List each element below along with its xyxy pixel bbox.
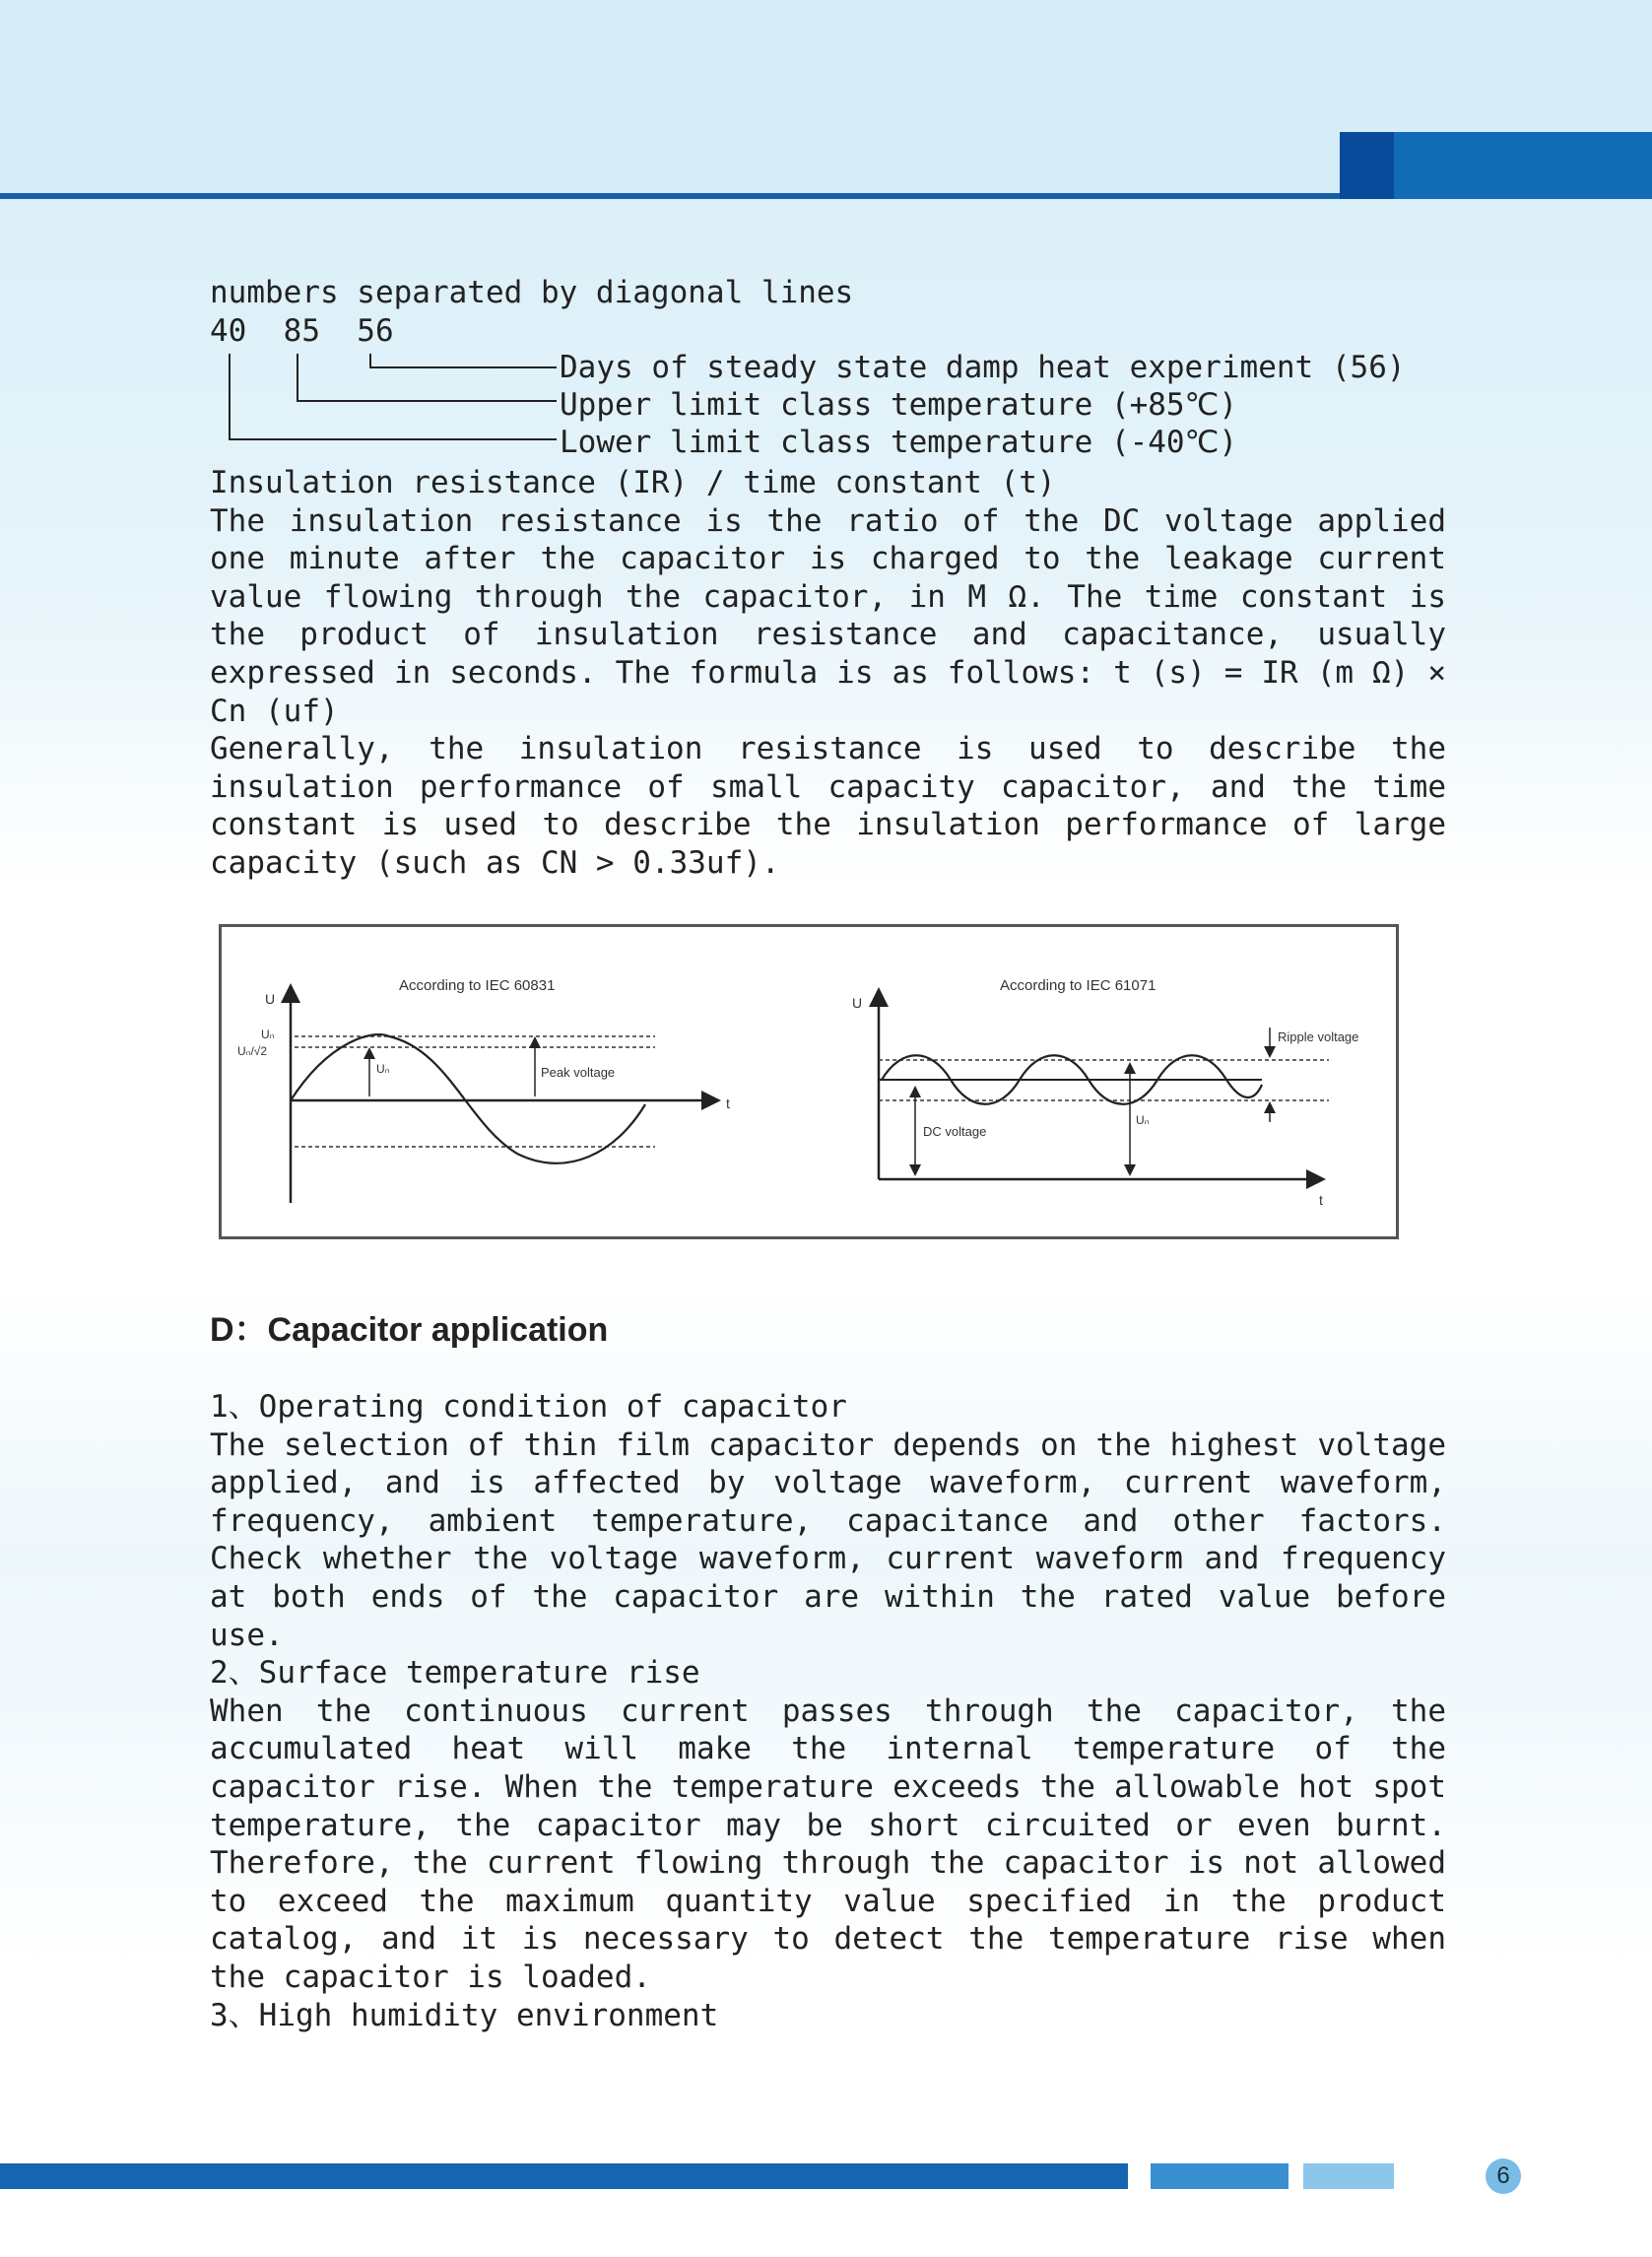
- right-t-label: t: [1319, 1192, 1323, 1208]
- footer-bar-mid: [1151, 2163, 1289, 2189]
- item1-title: 1、Operating condition of capacitor: [210, 1389, 847, 1425]
- right-u-label: U: [852, 995, 863, 1011]
- insulation-para-2: Generally, the insulation resistance is used to describe the insulation performance of small capacity capacitor, and the time constant is used to describe the insulation performance of large capacity (such as CN > 0.33uf).: [210, 731, 1446, 881]
- voltage-figure: [219, 924, 1399, 1239]
- left-title: According to IEC 60831: [399, 977, 556, 994]
- section-heading: D：Capacitor application: [210, 1311, 609, 1349]
- page-number: 6: [1486, 2158, 1521, 2194]
- left-sine-wave: [291, 1034, 645, 1163]
- left-un-label: Uₙ: [261, 1028, 275, 1041]
- left-peak-label: Peak voltage: [541, 1065, 616, 1080]
- code-days: Days of steady state damp heat experiment (56): [560, 350, 1406, 385]
- item3-title: 3、High humidity environment: [210, 1997, 719, 2033]
- item1-text: The selection of thin film capacitor depends on the highest voltage applied, and is affected by voltage waveform, current waveform, frequency, ambient temperature, capacitance and other factors. Check whether the voltage waveform, current waveform and frequency at both ends of the capacitor are within the rated value before use.: [210, 1427, 1446, 1653]
- footer-bar-dark: [0, 2163, 1128, 2189]
- header-accent-dark: [1340, 132, 1394, 199]
- insulation-section: [156, 464, 1446, 883]
- code-leader-lines: [210, 277, 564, 464]
- right-dc-label: DC voltage: [923, 1124, 987, 1139]
- left-un-mid-label: Uₙ: [376, 1062, 390, 1076]
- right-panel: [852, 977, 1358, 1208]
- left-sqrt2-label: Uₙ/√2: [237, 1044, 268, 1058]
- right-title: According to IEC 61071: [1000, 977, 1156, 994]
- right-un-label: Uₙ: [1136, 1113, 1150, 1127]
- insulation-heading: Insulation resistance (IR) / time constant (t): [210, 465, 1056, 500]
- left-u-label: U: [265, 991, 276, 1007]
- code-numbers: 40 85 56: [210, 313, 394, 349]
- left-t-label: t: [726, 1095, 730, 1111]
- leader-line-upper: [297, 354, 557, 401]
- coding-intro: numbers separated by diagonal lines: [210, 275, 854, 310]
- item2-title: 2、Surface temperature rise: [210, 1655, 700, 1692]
- application-section: [156, 1388, 1446, 2034]
- right-ripple-label: Ripple voltage: [1278, 1029, 1359, 1044]
- header-accent-light: [1394, 132, 1652, 199]
- code-upper: Upper limit class temperature (+85℃): [560, 387, 1238, 423]
- leader-line-days: [370, 354, 557, 367]
- climatic-category-code: [210, 277, 1490, 464]
- left-panel: [237, 977, 730, 1203]
- insulation-para-1: The insulation resistance is the ratio of the DC voltage applied one minute after the capacitor is charged to the leakage current value flowing through the capacitor, in M Ω. The time constant is the product of insulation resistance and capacitance, usually expressed in seconds. The formula is as follows: t (s) = IR (m Ω) × Cn (uf): [210, 502, 1446, 729]
- item2-text: When the continuous current passes through the capacitor, the accumulated heat will make the internal temperature of the capacitor rise. When the temperature exceeds the allowable hot spot temperature, the capacitor may be short circuited or even burnt. Therefore, the current flowing through the capacitor is not allowed to exceed the maximum quantity value specified in the product catalog, and it is necessary to detect the temperature rise when the capacitor is loaded.: [210, 1693, 1446, 1995]
- code-lower: Lower limit class temperature (-40℃): [560, 425, 1238, 460]
- footer-bar-light: [1303, 2163, 1394, 2189]
